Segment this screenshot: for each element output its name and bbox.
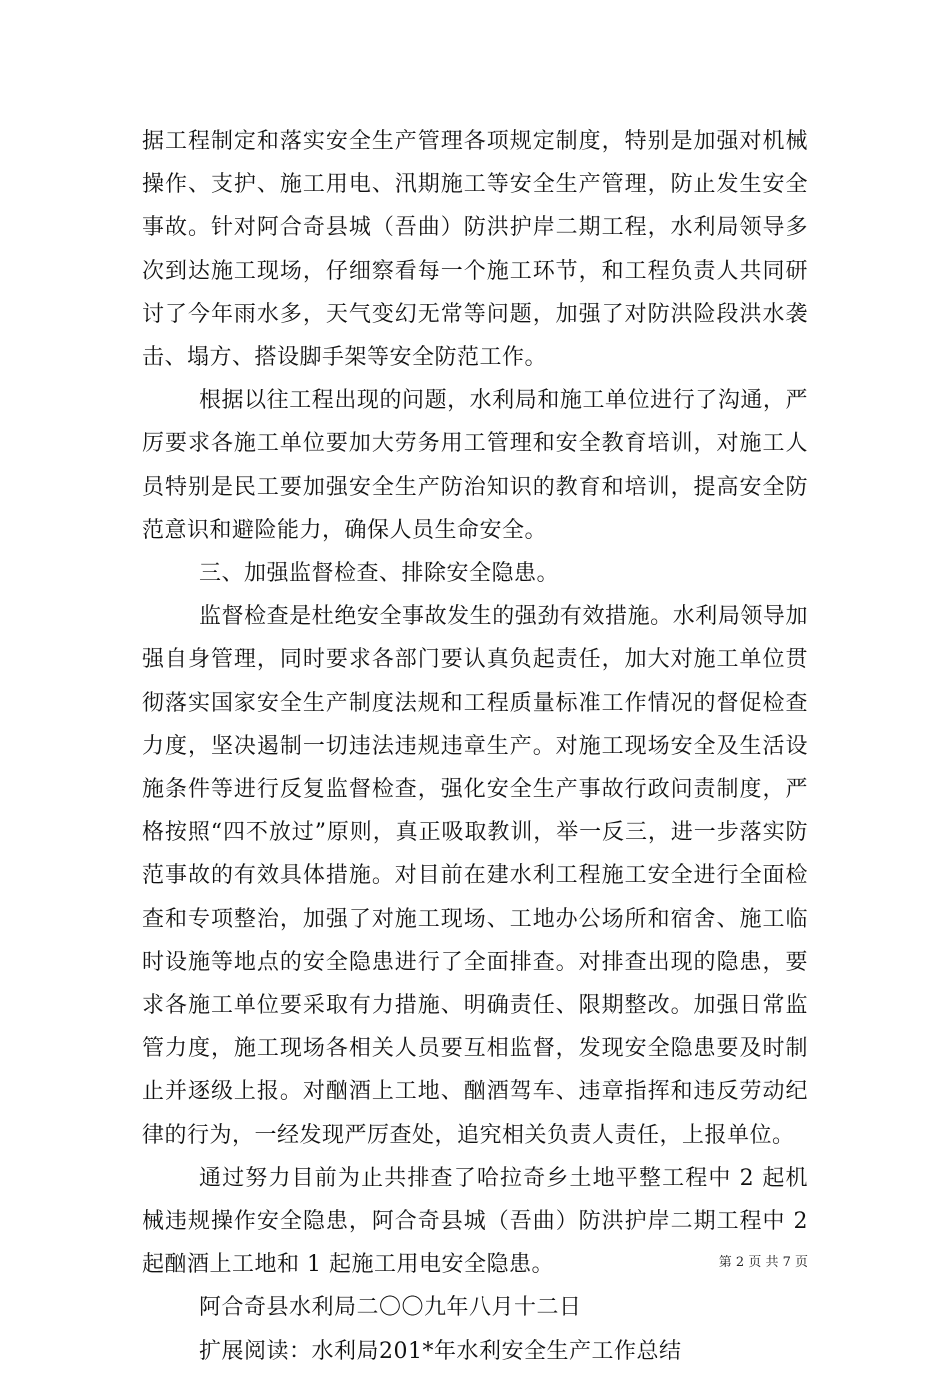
paragraph-results: 通过努力目前为止共排查了哈拉奇乡土地平整工程中 2 起机械违规操作安全隐患，阿合奇县城（吾曲）防洪护岸二期工程中 2 起酗酒上工地和 1 起施工用电安全隐患。 — [142, 1165, 808, 1278]
extended-reading: 扩展阅读：水利局201*年水利安全生产工作总结 — [199, 1338, 682, 1364]
paragraph-supervision: 监督检查是杜绝安全事故发生的强劲有效措施。水利局领导加强自身管理，同时要求各部门要认真负起责任，加大对施工单位贯彻落实国家安全生产制度法规和工程质量标准工作情况的督促检查力度，坚决遏制一切违法违规违章生产。对施工现场安全及生活设施条件等进行反复监督检查，强化安全生产事故行政问责制度，严格按照“四不放过”原则，真正吸取教训，举一反三，进一步落实防范事故的有效具体措施。对目前在建水利工程施工安全进行全面检查和专项整治，加强了对施工现场、工地办公场所和宿舍、施工临时设施等地点的安全隐患进行了全面排查。对排查出现的隐患，要求各施工单位要采取有力措施、明确责任、限期整改。加强日常监管力度，施工现场各相关人员要互相监督，发现安全隐患要及时制止并逐级上报。对酗酒上工地、酗酒驾车、违章指挥和违反劳动纪律的行为，一经发现严厉查处，追究相关负责人责任，上报单位。 — [142, 604, 808, 1148]
document-body — [142, 120, 808, 1373]
paragraph-communication: 根据以往工程出现的问题，水利局和施工单位进行了沟通，严厉要求各施工单位要加大劳务用工管理和安全教育培训，对施工人员特别是民工要加强安全生产防治知识的教育和培训，提高安全防范意识和避险能力，确保人员生命安全。 — [142, 388, 808, 543]
section-heading-3: 三、加强监督检查、排除安全隐患。 — [199, 561, 560, 587]
page-number: 第 2 页 共 7 页 — [718, 1255, 808, 1270]
paragraph-continued: 据工程制定和落实安全生产管理各项规定制度，特别是加强对机械操作、支护、施工用电、汛期施工等安全生产管理，防止发生安全事故。针对阿合奇县城（吾曲）防洪护岸二期工程，水利局领导多次到达施工现场，仔细察看每一个施工环节，和工程负责人共同研讨了今年雨水多，天气变幻无常等问题，加强了对防洪险段洪水袭击、塌方、搭设脚手架等安全防范工作。 — [142, 129, 808, 371]
signature-date: 阿合奇县水利局二〇〇九年八月十二日 — [199, 1295, 582, 1321]
